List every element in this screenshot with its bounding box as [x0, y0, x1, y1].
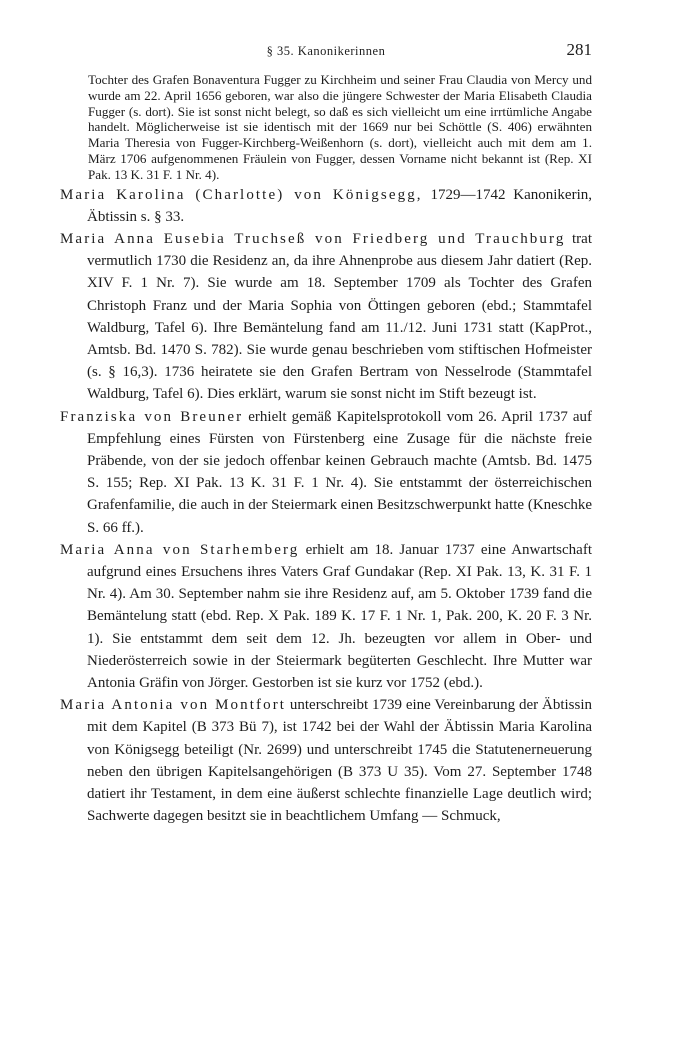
running-head — [60, 40, 592, 64]
entry-name: Maria Karolina (Charlotte) von Königsegg, — [60, 186, 423, 203]
entry-text: trat vermutlich 1730 die Residenz an, da ihre Ahnenprobe aus diesem Jahr datiert (Rep. XIV F. 1 Nr. 7). Sie wurde am 18. September 1709 als Tochter des Grafen Christoph Franz und der Maria Sophia von Öttingen geboren (ebd.; Stammtafel Waldburg, Tafel 6). Ihre Bemäntelung fand am 11./12. Juni 1731 statt (KapProt., Amtsb. Bd. 1470 S. 782). Sie wurde genau beschrieben vom stiftischen Hofmeister (s. § 16,3). 1736 heiratete sie den Grafen Bertram von Nesselrode (Stammtafel Waldburg, Tafel 6). Dies erklärt, warum sie sonst nicht im Stift bezeugt ist. — [87, 230, 592, 403]
entry-text: erhielt gemäß Kapitelsprotokoll vom 26. April 1737 auf Empfehlung eines Fürsten von Fürstenberg eine Zusage für die nächste freie Präbende, von der sie jedoch offenbar keinen Gebrauch machte (Amtsb. Bd. 1475 S. 155; Rep. XI Pak. 13 K. 31 F. 1 Nr. 4). Sie entstammt der österreichischen Grafenfamilie, die auch in der Steiermark einen Besitzschwerpunkt hatte (Kneschke S. 66 ff.). — [87, 408, 592, 536]
continued-note-paragraph: Tochter des Grafen Bonaventura Fugger zu Kirchheim und seiner Frau Claudia von Mercy und wurde am 22. April 1656 geboren, war also die jüngere Schwester der Maria Elisabeth Claudia Fugger (s. dort). Sie ist sonst nicht belegt, so daß es sich vielleicht um eine irrtümliche Angabe handelt. Möglicherweise ist sie identisch mit der 1669 nur bei Schöttle (S. 406) erwähnten Maria Theresia von Fugger-Kirchberg-Weißenhorn (s. dort), vielleicht auch mit dem am 1. März 1706 aufgenommenen Fräulein von Fugger, dessen Vorname nicht bekannt ist (Rep. XI Pak. 13 K. 31 F. 1 Nr. 4). — [88, 72, 592, 182]
page-number: 281 — [566, 40, 592, 59]
entry-koenigsegg — [60, 184, 592, 228]
document-page — [60, 40, 592, 827]
entry-truchsess — [60, 228, 592, 406]
entry-text: erhielt am 18. Januar 1737 eine Anwartschaft aufgrund eines Ersuchens ihres Vaters Graf Gundakar (Rep. XI Pak. 13, K. 31 F. 1 Nr. 4). Am 30. September nahm sie ihre Residenz auf, am 5. Oktober 1739 fand die Bemäntelung statt (ebd. Rep. X Pak. 189 K. 17 F. 1 Nr. 1, Pak. 200, K. 20 F. 3 Nr. 1). Sie entstammt dem seit dem 12. Jh. bezeugten vor allem in Ober- und Niederösterreich sowie in der Steiermark begüterten Geschlecht. Ihre Mutter war Antonia Gräfin von Jörger. Gestorben ist sie kurz vor 1752 (ebd.). — [87, 541, 592, 692]
entry-starhemberg — [60, 539, 592, 694]
running-title: § 35. Kanonikerinnen — [266, 44, 386, 58]
entry-text: 1729—1742 Kanonikerin, Äbtissin s. § 33. — [87, 186, 592, 225]
entry-name: Maria Anna Eusebia Truchseß von Friedberg und Trauchburg — [60, 230, 566, 247]
entry-name: Maria Anna von Starhemberg — [60, 541, 300, 558]
entry-name: Maria Antonia von Montfort — [60, 697, 287, 714]
entry-name: Franziska von Breuner — [60, 408, 244, 425]
entry-breuner — [60, 406, 592, 539]
entry-text: unterschreibt 1739 eine Vereinbarung der Äbtissin mit dem Kapitel (B 373 Bü 7), ist 1742 bei der Wahl der Äbtissin Maria Karolina von Königsegg beteiligt (Nr. 2699) und unterschreibt 1745 die Statutenerneuerung neben den übrigen Kapitelsangehörigen (B 373 U 35). Vom 27. September 1748 datiert ihr Testament, in dem eine äußerst schlechte finanzielle Lage deutlich wird; Sachwerte dagegen besitzt sie in beachtlichem Umfang — Schmuck, — [87, 697, 592, 825]
entry-montfort — [60, 694, 592, 827]
